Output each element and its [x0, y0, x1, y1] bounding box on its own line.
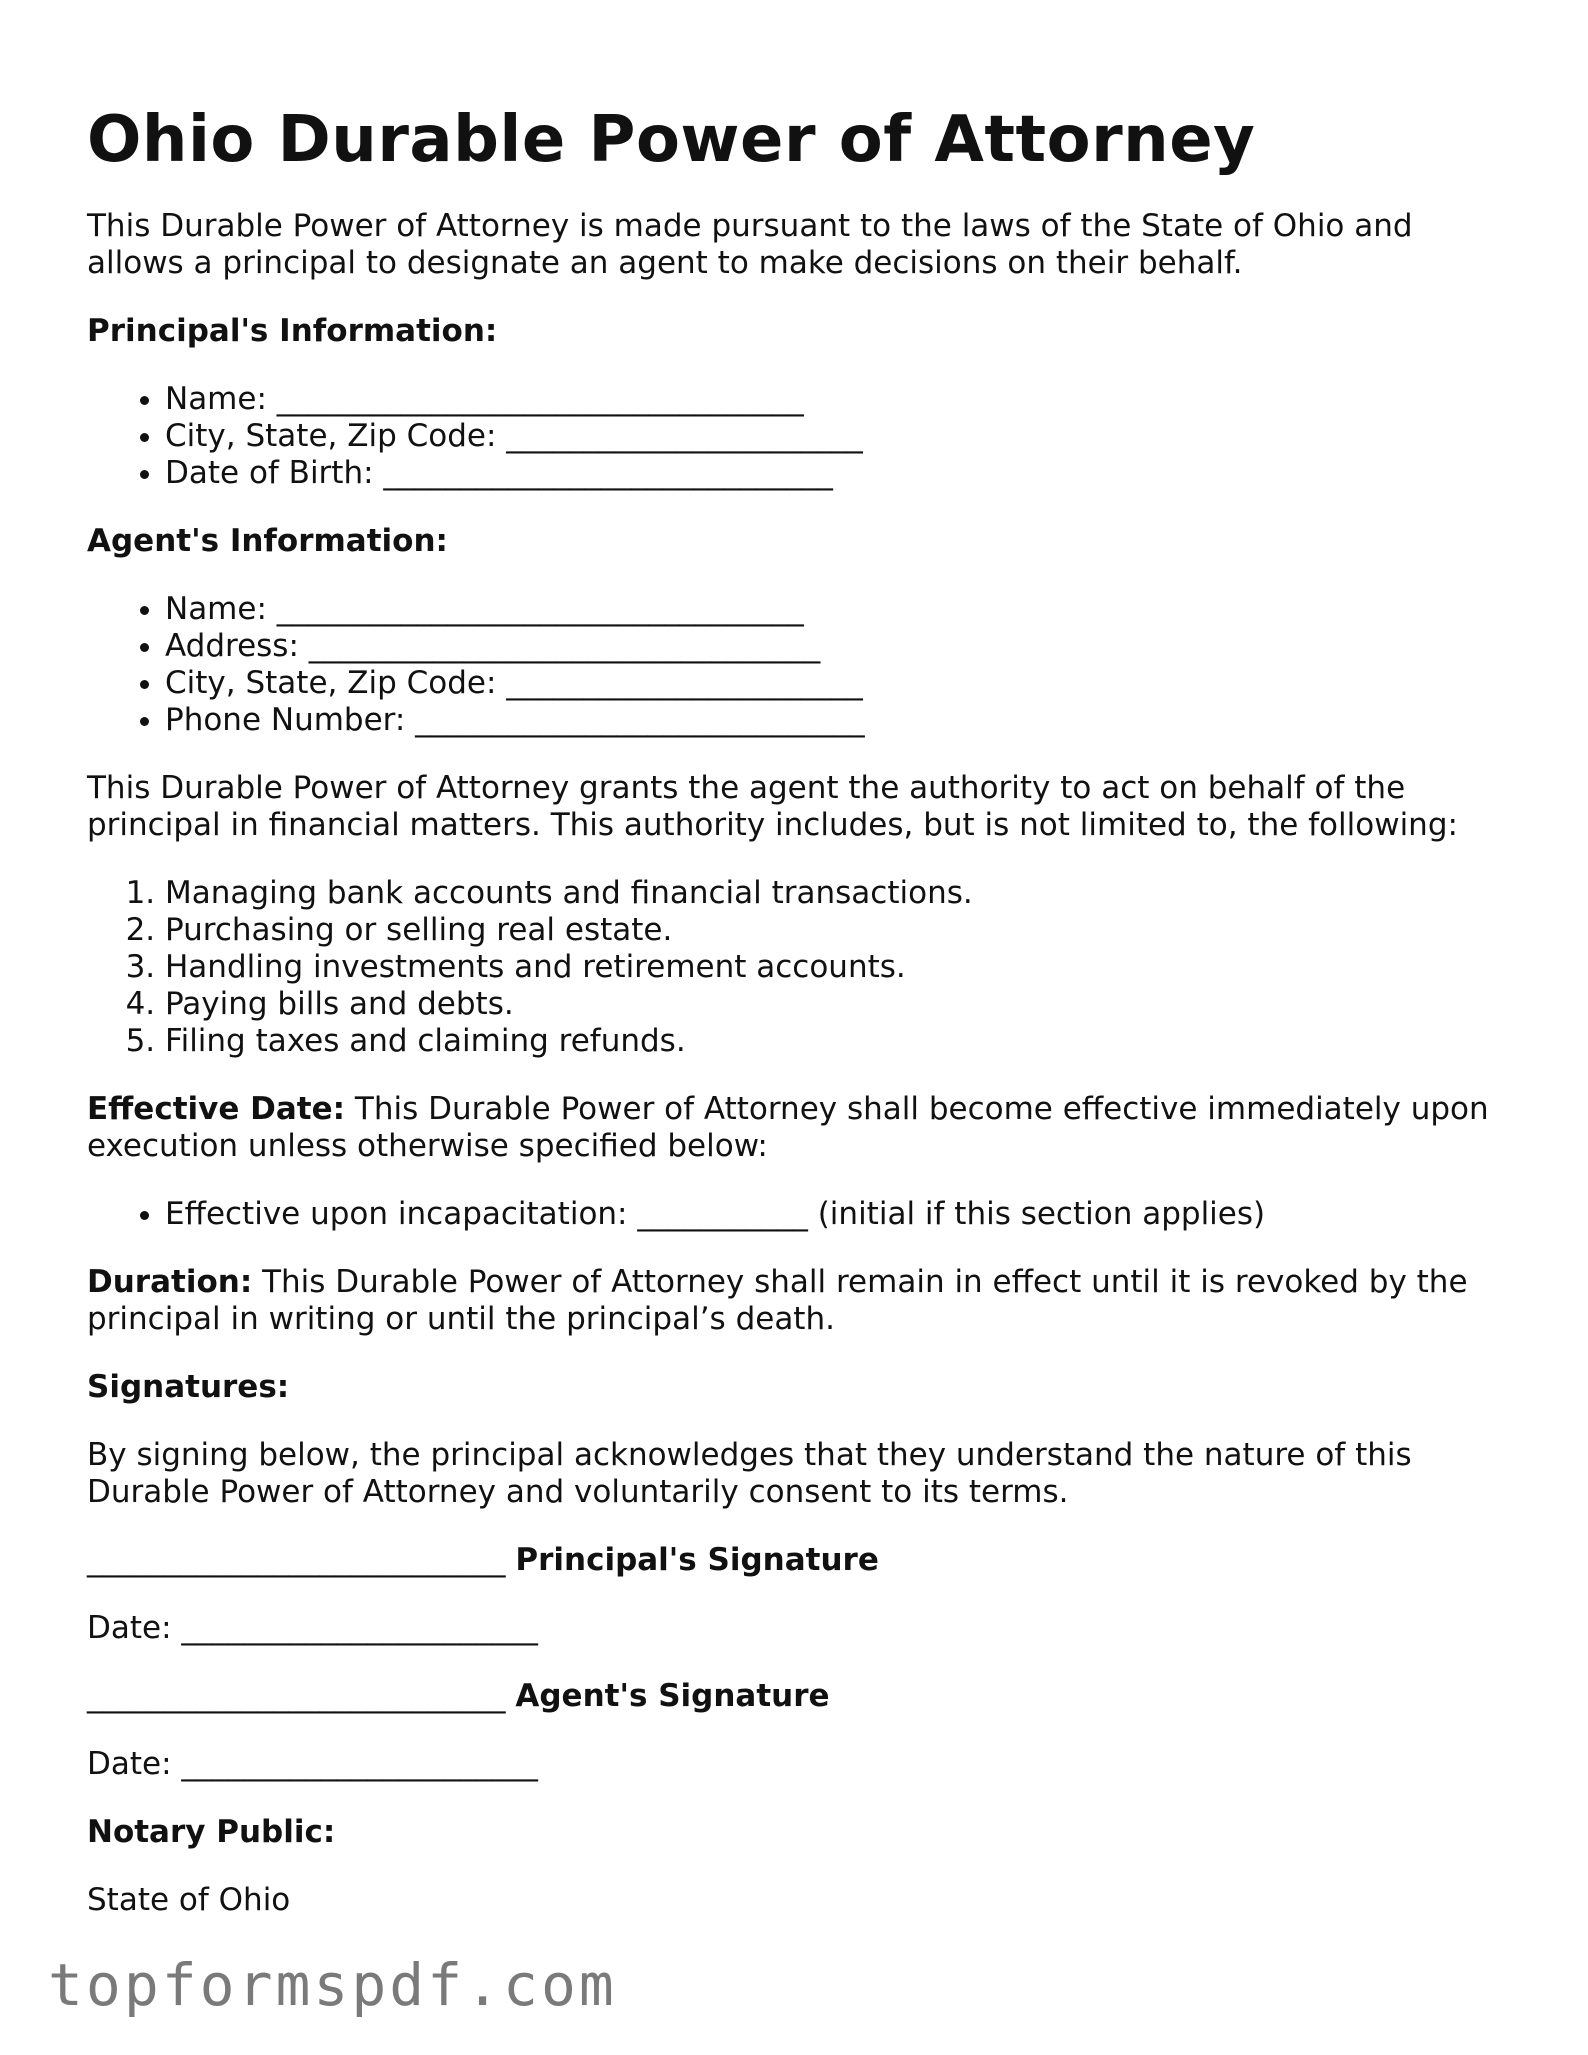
agent-signature-row — [87, 1678, 1507, 1715]
effective-date-paragraph — [87, 1091, 1507, 1165]
incapacitation-initial-field[interactable]: • Effective upon incapacitation: ___________ (initial if this section applies) — [165, 1196, 1507, 1233]
notary-heading: Notary Public: — [87, 1814, 336, 1850]
principal-name-field[interactable]: • Name: __________________________________ — [165, 381, 1507, 418]
principal-signature-line[interactable]: ___________________________ — [87, 1542, 516, 1578]
principal-signature-label: Principal's Signature — [515, 1542, 879, 1578]
duration-label: Duration: — [87, 1264, 253, 1300]
effective-date-label: Effective Date: — [87, 1091, 346, 1127]
principal-dob-field[interactable]: • Date of Birth: _____________________________ — [165, 455, 1507, 492]
duration-paragraph — [87, 1264, 1507, 1338]
principal-signature-row — [87, 1542, 1507, 1579]
watermark-text: topformspdf.com — [48, 1951, 617, 2019]
agent-signature-label: Agent's Signature — [515, 1678, 830, 1714]
effective-date-text: This Durable Power of Attorney shall become effective immediately upon execution unless otherwise specified below: — [87, 1091, 1489, 1164]
agent-info-list — [87, 591, 1507, 739]
power-item: 5. Filing taxes and claiming refunds. — [165, 1023, 1507, 1060]
agent-name-field[interactable]: • Name: __________________________________ — [165, 591, 1507, 628]
signatures-paragraph: By signing below, the principal acknowledges that they understand the nature of this Durable Power of Attorney and voluntarily consent to its terms. — [87, 1437, 1412, 1510]
notary-state: State of Ohio — [87, 1882, 291, 1918]
power-item: 2. Purchasing or selling real estate. — [165, 912, 1507, 949]
effective-options-list — [87, 1196, 1507, 1233]
agent-address-field[interactable]: • Address: _________________________________ — [165, 628, 1507, 665]
powers-list — [87, 875, 1507, 1060]
power-item: 3. Handling investments and retirement accounts. — [165, 949, 1507, 986]
agent-phone-field[interactable]: • Phone Number: _____________________________ — [165, 702, 1507, 739]
power-item: 1. Managing bank accounts and financial transactions. — [165, 875, 1507, 912]
duration-text: This Durable Power of Attorney shall remain in effect until it is revoked by the principal in writing or until the principal’s death. — [87, 1264, 1468, 1337]
agent-heading: Agent's Information: — [87, 523, 448, 559]
signatures-heading: Signatures: — [87, 1369, 290, 1405]
document-page — [87, 100, 1507, 1950]
intro-paragraph: This Durable Power of Attorney is made pursuant to the laws of the State of Ohio and allows a principal to designate an agent to make decisions on their behalf. — [87, 208, 1413, 281]
principal-heading: Principal's Information: — [87, 313, 498, 349]
agent-city-field[interactable]: • City, State, Zip Code: _______________________ — [165, 665, 1507, 702]
agent-date-field[interactable]: Date: _______________________ — [87, 1746, 538, 1782]
agent-signature-line[interactable]: ___________________________ — [87, 1678, 516, 1714]
authority-paragraph: This Durable Power of Attorney grants the agent the authority to act on behalf of the principal in financial matters. This authority includes, but is not limited to, the following: — [87, 770, 1458, 843]
document-title: Ohio Durable Power of Attorney — [87, 103, 1256, 177]
principal-city-field[interactable]: • City, State, Zip Code: _______________________ — [165, 418, 1507, 455]
principal-info-list — [87, 381, 1507, 492]
power-item: 4. Paying bills and debts. — [165, 986, 1507, 1023]
principal-date-field[interactable]: Date: _______________________ — [87, 1610, 538, 1646]
